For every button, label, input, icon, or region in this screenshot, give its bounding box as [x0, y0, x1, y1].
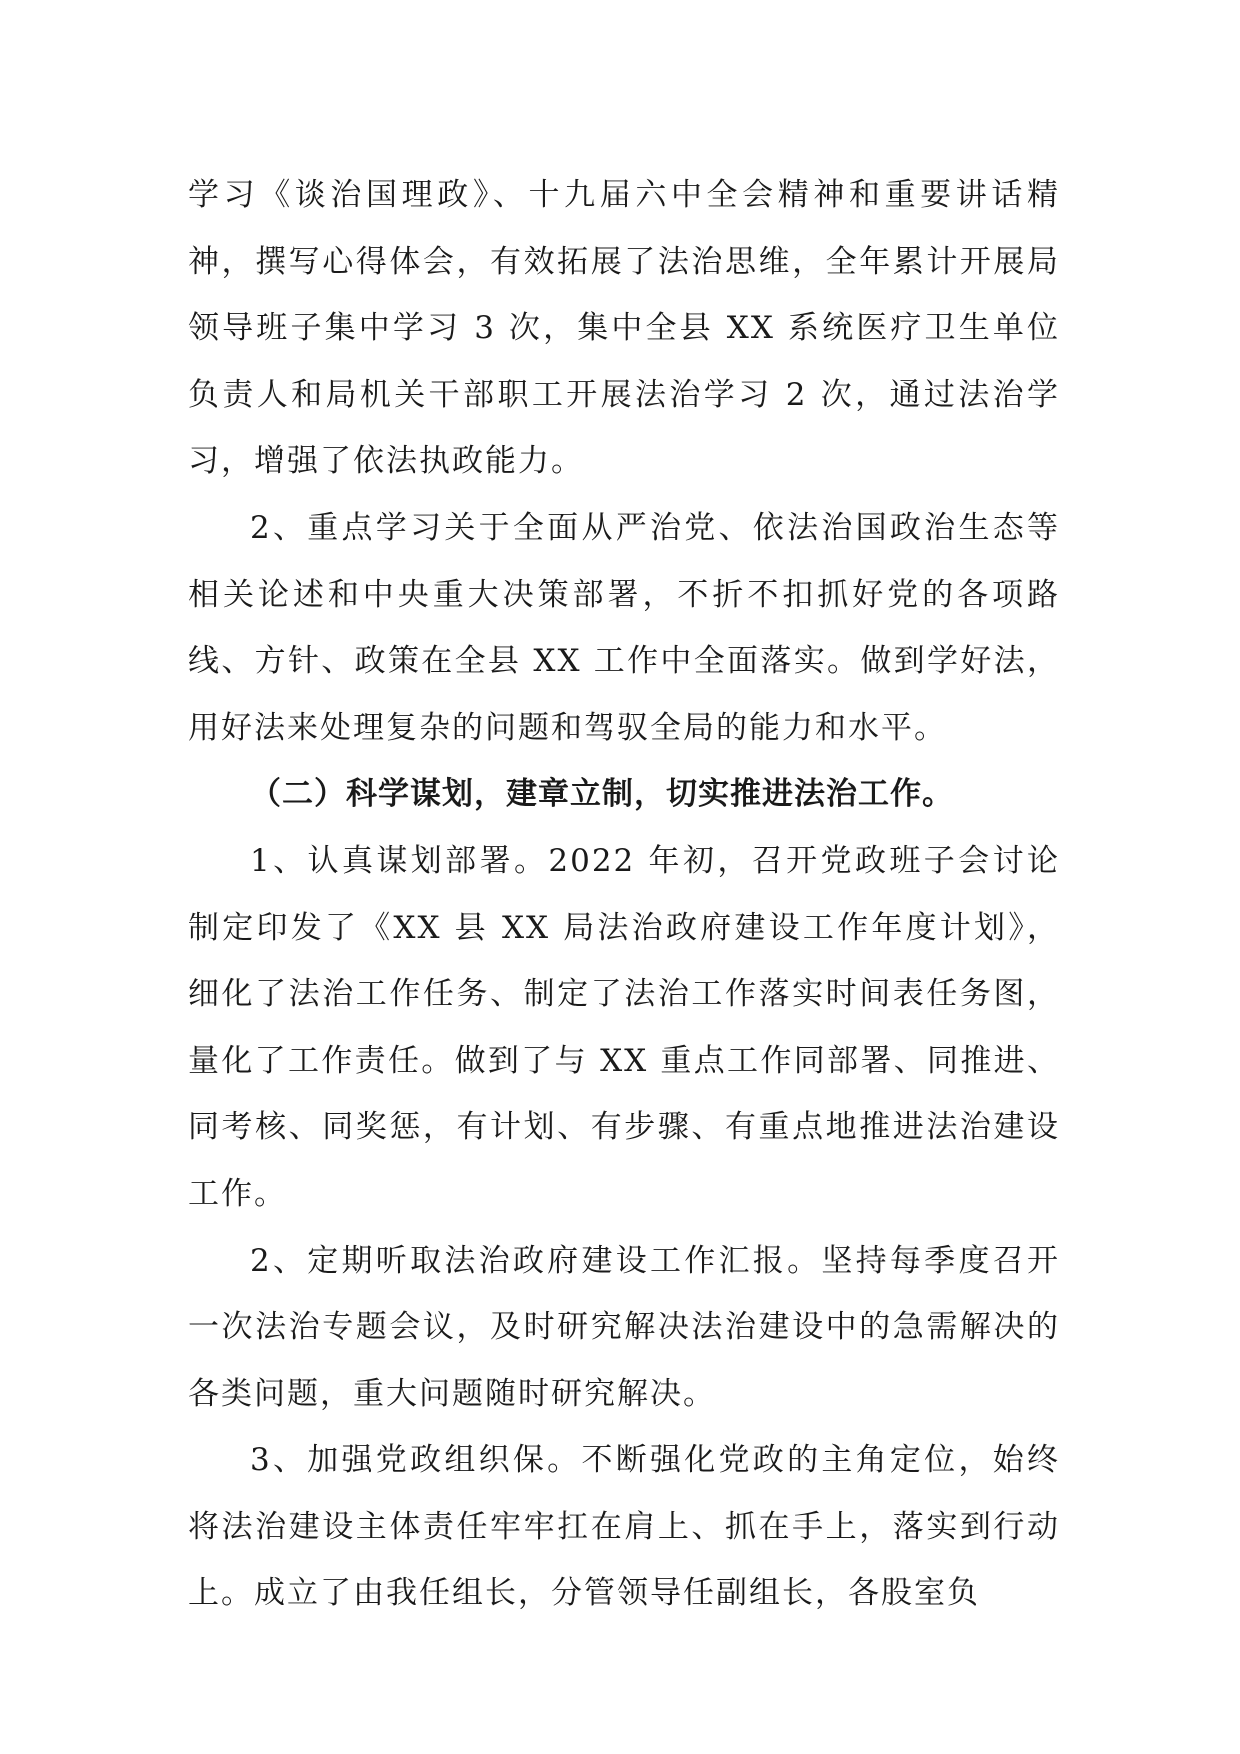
paragraph-study-continuation: 学习《谈治国理政》、十九届六中全会精神和重要讲话精神，撰写心得体会，有效拓展了法治思维，全年累计开展局领导班子集中学习 3 次，集中全县 XX 系统医疗卫生单位负责人和局机关干部职工开展法治学习 2 次，通过法治学习，增强了依法执政能力。: [188, 177, 1060, 480]
paragraph-item-2-key-study: 2、重点学习关于全面从严治党、依法治国政治生态等相关论述和中央重大决策部署，不折不扣抓好党的各项路线、方针、政策在全县 XX 工作中全面落实。做到学好法，用好法来处理复杂的问题和驾驭全局的能力和水平。: [188, 509, 1060, 746]
section-heading-2: （二）科学谋划，建章立制，切实推进法治工作。: [250, 776, 954, 813]
paragraph-item-3-organization: 3、加强党政组织保。不断强化党政的主角定位，始终将法治建设主体责任牢牢扛在肩上、抓在手上，落实到行动上。成立了由我任组长，分管领导任副组长，各股室负: [188, 1442, 1060, 1612]
paragraph-item-2-reports: 2、定期听取法治政府建设工作汇报。坚持每季度召开一次法治专题会议，及时研究解决法治建设中的急需解决的各类问题，重大问题随时研究解决。: [188, 1242, 1060, 1412]
document-body: [188, 162, 1060, 1627]
paragraph-item-1-planning: 1、认真谋划部署。2022 年初，召开党政班子会讨论制定印发了《XX 县 XX 局法治政府建设工作年度计划》，细化了法治工作任务、制定了法治工作落实时间表任务图，量化了工作责任。做到了与 XX 重点工作同部署、同推进、同考核、同奖惩，有计划、有步骤、有重点地推进法治建设工作。: [188, 842, 1060, 1212]
